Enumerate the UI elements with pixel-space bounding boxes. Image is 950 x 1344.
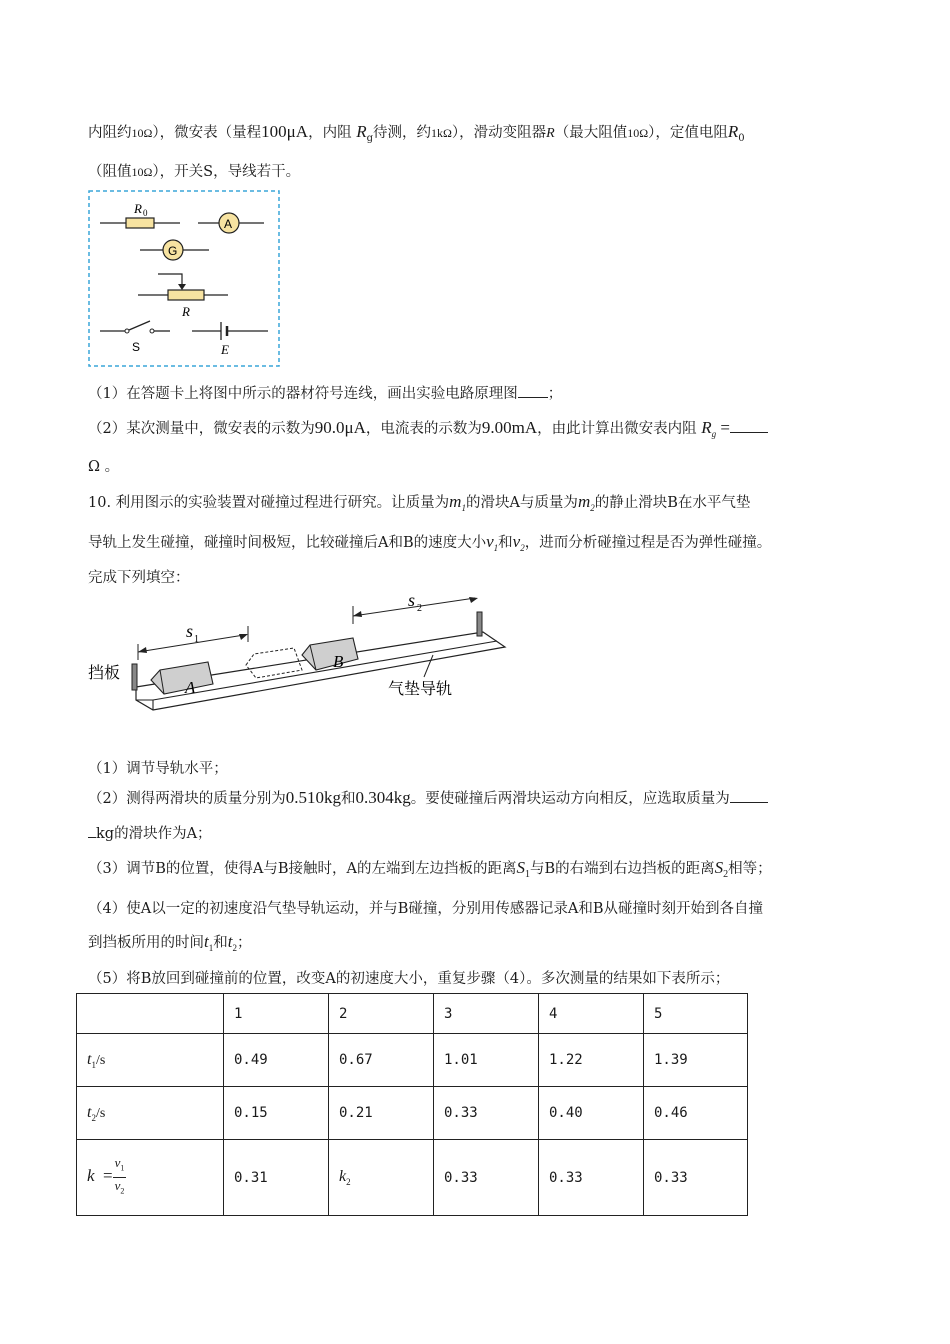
unit: /s [95,1105,106,1121]
circuit-components-diagram [88,190,282,368]
text: 相等； [728,861,772,877]
switch-label: S [132,340,141,354]
left-baffle [132,664,137,690]
row-label-t1 [77,1034,224,1087]
q10-line1 [88,491,750,513]
text: （2）测得两滑块的质量分别为 [88,791,286,807]
s1-label: s [186,621,194,641]
table-cell: 0.33 [539,1140,644,1216]
symbol-t1-sub: 1 [208,942,214,953]
text: ，电流表的示数为 [365,421,482,437]
table-cell: 0.49 [224,1034,329,1087]
q9-line1 [88,121,745,144]
text: （2）某次测量中，微安表的示数为 [88,421,315,437]
text: （4）使A以一定的初速度沿气垫导轨运动，并与B碰撞，分别用传感器记录A和B从碰撞时刻开始到各自撞 [88,901,763,917]
text: ），开关S，导线若干。 [152,164,301,180]
unit: Ω 。 [88,459,120,475]
text: 10. 利用图示的实验装置对碰撞过程进行研究。让质量为 [88,495,450,511]
value-mass1: 0.510kg [285,788,341,807]
denominator: v [114,1178,121,1193]
r0-sub: 0 [143,208,148,218]
table-header-cell: 4 [539,994,644,1034]
symbol-rg: R [356,122,367,141]
table-header-cell: 3 [434,994,539,1034]
text: （阻值 [88,164,132,180]
text: 完成下列填空： [88,570,190,586]
symbol-r0-sub: 0 [738,132,745,144]
value-10ohm: 10Ω [131,165,153,179]
symbol-m2-sub: 2 [590,502,595,513]
rheostat-label: R [182,304,190,319]
value-10ohm: 10Ω [627,126,649,140]
symbol-m1-sub: 1 [461,502,466,513]
answer-blank[interactable] [518,385,548,398]
galvanometer-label: G [168,244,178,258]
text: ； [236,935,252,951]
s2-label: s [408,592,416,610]
text: 待测，约 [372,125,431,141]
symbol-s2-sub: 2 [723,868,729,880]
symbol-s1-sub: 1 [524,868,530,880]
text: 内阻约 [88,125,132,141]
rheostat-icon [168,290,204,300]
table-row-t2 [77,1087,748,1140]
s1-sub: 1 [194,634,199,645]
text: 。要使碰撞后两滑块运动方向相反，应选取质量为 [410,791,730,807]
symbol-rg-sub: g [366,132,373,144]
table-header-cell: 5 [644,994,748,1034]
symbol-t2-sub: 2 [232,942,237,953]
block-b-label: B [333,652,344,671]
table-cell: 0.46 [644,1087,748,1140]
table-header-row [77,994,748,1034]
q10-step4-line1 [88,897,763,918]
table-cell: 1.22 [539,1034,644,1087]
table-cell: 1.01 [434,1034,539,1087]
resistor-r0-icon [126,218,154,228]
q9-sub1 [88,382,562,403]
q10-line2 [88,531,771,553]
text: ，进而分析碰撞过程是否为弹性碰撞。 [524,535,772,551]
symbol-k: k [87,1166,95,1186]
numerator-sub: 1 [120,1164,125,1173]
table-cell: 0.15 [224,1087,329,1140]
answer-blank[interactable] [730,420,768,433]
right-baffle [477,612,482,636]
q9-sub2-unit [88,455,119,476]
text: 导轨上发生碰撞，碰撞时间极短，比较碰撞后A和B的速度大小 [88,535,487,551]
table-cell: 0.40 [539,1087,644,1140]
s2-sub: 2 [417,603,422,614]
symbol: t [87,1103,92,1121]
text: （最大阻值 [554,125,628,141]
answer-blank[interactable] [730,790,768,803]
q9-line2 [88,160,300,181]
value-mass2: 0.304kg [355,788,411,807]
text: （1）在答题卡上将图中所示的器材符号连线，画出实验电路原理图 [88,386,518,402]
fraction-v1-v2 [113,1155,127,1199]
rail-label: 气垫导轨 [388,679,453,698]
results-table [76,993,748,1216]
equals: = [102,1166,113,1186]
value-microamp: 90.0μA [314,418,366,437]
table-row-t1 [77,1034,748,1087]
symbol-t2: t [227,932,233,951]
table-row-k [77,1140,748,1216]
table-cell: 0.33 [434,1140,539,1216]
symbol-v2-sub: 2 [520,542,525,553]
baffle-label: 挡板 [88,663,121,682]
symbol-k2-sub: 2 [346,1176,351,1187]
symbol-v1-sub: 1 [493,542,499,553]
text: （1）调节导轨水平； [88,761,228,777]
text: （5）将B放回到碰撞前的位置，改变A的初速度大小，重复步骤（4）。多次测量的结果如下表所示； [88,971,730,987]
text: kg的滑块作为A； [96,826,212,842]
table-cell: 0.31 [224,1140,329,1216]
text: ，由此计算出微安表内阻 [537,421,697,437]
text: （3）调节B的位置，使得A与B接触时，A的左端到左边挡板的距离 [88,861,517,877]
q10-step1 [88,757,228,778]
symbol-v1: v [486,532,494,551]
air-track-figure [88,592,518,722]
r0-label: R [134,201,142,216]
q10-step2 [88,787,768,808]
battery-label: E [221,342,229,357]
text: ； [547,386,563,402]
row-label-k [77,1140,224,1216]
q10-step4-line2 [88,931,251,953]
symbol-k2: k [339,1168,347,1186]
symbol-s2: S [714,858,724,877]
value-1k: 1kΩ [430,126,452,140]
table-header-cell [77,994,224,1034]
table-cell: 0.33 [434,1087,539,1140]
text: ），微安表（量程 [152,125,262,141]
text: 到挡板所用的时间 [88,935,204,951]
block-a-label: A [185,678,196,697]
text: 与B的右端到右边挡板的距离 [529,861,715,877]
q10-step2-cont [88,822,212,843]
q10-step3 [88,857,772,880]
unit: /s [95,1052,106,1068]
text: 的滑块A与质量为 [465,495,578,511]
table-header-cell: 1 [224,994,329,1034]
symbol-r: R [546,126,555,141]
symbol-r0: R [727,122,739,141]
numerator: v [114,1155,121,1171]
symbol-sub: 1 [91,1059,96,1070]
text: ），定值电阻 [648,125,728,141]
table-header-cell: 2 [329,994,434,1034]
table-cell: 1.39 [644,1034,748,1087]
denominator-sub: 2 [120,1186,125,1196]
answer-blank-cont[interactable] [88,825,96,838]
text: ），滑动变阻器 [451,125,547,141]
table-cell: 0.33 [644,1140,748,1216]
q10-step5 [88,967,729,988]
value-milliamp: 9.00mA [481,418,538,437]
table-cell: 0.21 [329,1087,434,1140]
symbol-s1: S [516,858,525,877]
text: 的静止滑块B在水平气垫 [594,495,751,511]
symbol-m1: m [449,492,462,511]
value-range: 100μA [261,122,309,141]
table-cell: 0.67 [329,1034,434,1087]
q10-line3 [88,566,190,587]
symbol-m2: m [577,492,591,511]
text: 和 [498,535,513,551]
ammeter-label: A [224,217,233,231]
symbol: t [87,1050,92,1068]
symbol-rg: R [701,418,712,437]
equals: = [716,418,730,437]
table-cell-k2 [329,1140,434,1216]
symbol-rg-sub: g [711,428,717,439]
q9-sub2 [88,417,768,439]
symbol-t1: t [204,932,209,951]
text: ，内阻 [308,125,352,141]
symbol-sub: 2 [91,1112,96,1123]
value-10ohm: 10Ω [131,126,153,140]
text: 和 [340,791,356,807]
text: 和 [213,935,228,951]
switch-icon [129,321,150,330]
symbol-v2: v [512,532,521,551]
row-label-t2 [77,1087,224,1140]
